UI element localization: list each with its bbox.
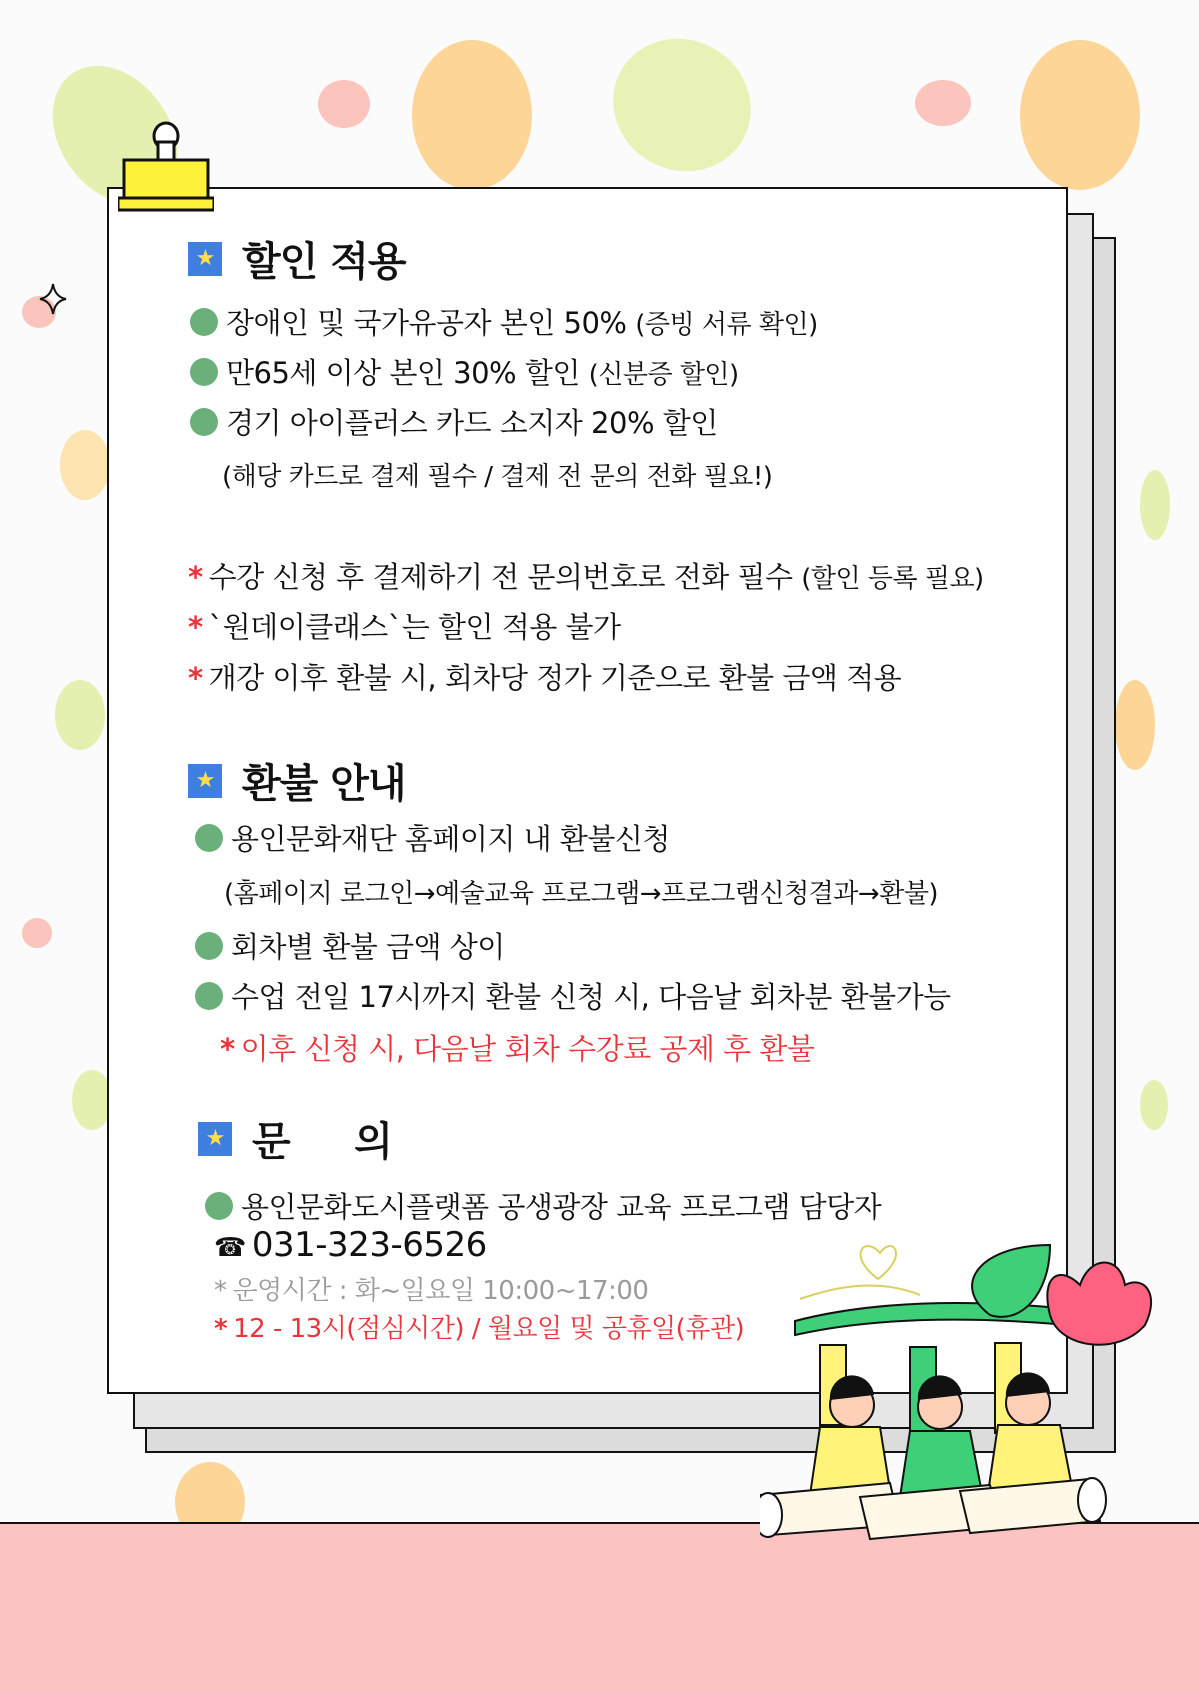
bullet-icon [205, 1192, 233, 1220]
asterisk: * [214, 1276, 227, 1306]
deco-petal-pink [915, 80, 971, 126]
asterisk: * [188, 661, 203, 695]
discount-item-text: 장애인 및 국가유공자 본인 50% [226, 306, 627, 340]
discount-note-text: 개강 이후 환불 시, 회차당 정가 기준으로 환불 금액 적용 [208, 661, 902, 695]
inquiry-contact-text: 용인문화도시플랫폼 공생광장 교육 프로그램 담당자 [241, 1190, 882, 1224]
inquiry-closed-text: 12 - 13시(점심시간) / 월요일 및 공휴일(휴관) [233, 1314, 745, 1344]
inquiry-hours-text: 운영시간 : 화~일요일 10:00~17:00 [232, 1276, 649, 1306]
refund-item [195, 925, 505, 966]
refund-item-text: 용인문화재단 홈페이지 내 환불신청 [231, 822, 670, 856]
refund-path: (홈페이지 로그인→예술교육 프로그램→프로그램신청결과→환불) [224, 879, 939, 909]
discount-note-text: 수강 신청 후 결제하기 전 문의번호로 전화 필수 [208, 560, 793, 594]
star-icon: ★ [188, 242, 222, 276]
inquiry-title: 문 의 [252, 1119, 392, 1165]
inquiry-contact [205, 1185, 881, 1226]
discount-card-note: (해당 카드로 결제 필수 / 결제 전 문의 전화 필요!) [222, 462, 773, 492]
discount-note [188, 555, 984, 596]
bullet-icon [190, 408, 218, 436]
bullet-icon [195, 982, 223, 1010]
discount-item [190, 351, 739, 392]
discount-item [190, 301, 818, 342]
discount-item [190, 401, 718, 442]
refund-item-text: 회차별 환불 금액 상이 [231, 930, 505, 964]
kids-tulip-illustration [760, 1235, 1180, 1565]
asterisk: * [214, 1314, 228, 1344]
discount-note [188, 605, 621, 646]
deco-leaf-green [55, 680, 105, 750]
section-title-refund [188, 752, 406, 809]
refund-item-text: 수업 전일 17시까지 환불 신청 시, 다음날 회차분 환불가능 [231, 980, 951, 1014]
discount-item-text: 경기 아이플러스 카드 소지자 20% 할인 [226, 406, 718, 440]
refund-warning-text: 이후 신청 시, 다음날 회차 수강료 공제 후 환불 [240, 1032, 815, 1066]
deco-leaf-green [72, 1070, 112, 1130]
inquiry-hours [214, 1270, 648, 1307]
sparkle-icon [38, 282, 68, 316]
section-title-discount [188, 230, 406, 287]
deco-fruit-orange [1115, 680, 1155, 770]
discount-item-note: (증빙 서류 확인) [635, 310, 818, 340]
refund-item [195, 975, 951, 1016]
binder-clip-icon [118, 118, 214, 214]
deco-petal-pink [22, 918, 52, 948]
bullet-icon [195, 932, 223, 960]
discount-item-note: (신분증 할인) [588, 360, 739, 390]
bullet-icon [190, 308, 218, 336]
deco-fruit-orange [60, 430, 110, 500]
deco-leaf-green [1140, 1080, 1168, 1130]
discount-note [188, 656, 901, 697]
deco-leaf-green [589, 14, 775, 197]
deco-leaf-green [1140, 470, 1170, 540]
asterisk: * [220, 1032, 235, 1066]
section-title-inquiry [198, 1110, 392, 1167]
bullet-icon [195, 824, 223, 852]
discount-title: 할인 적용 [242, 239, 406, 285]
deco-fruit-orange [1020, 40, 1140, 190]
phone-number[interactable]: 031-323-6526 [251, 1225, 487, 1265]
bullet-icon [190, 358, 218, 386]
refund-item [195, 817, 670, 858]
asterisk: * [188, 610, 203, 644]
star-icon: ★ [188, 764, 222, 798]
star-icon: ★ [198, 1122, 232, 1156]
asterisk: * [188, 560, 203, 594]
refund-title: 환불 안내 [242, 761, 406, 807]
inquiry-phone [214, 1225, 487, 1265]
deco-fruit-orange [412, 40, 532, 190]
deco-petal-pink [318, 80, 370, 128]
discount-item-text: 만65세 이상 본인 30% 할인 [226, 356, 580, 390]
phone-icon: ☎ [214, 1233, 246, 1263]
inquiry-closed [214, 1308, 744, 1345]
refund-warning [220, 1027, 814, 1068]
discount-note-text: `원데이클래스`는 할인 적용 불가 [208, 610, 621, 644]
discount-note-extra: (할인 등록 필요) [801, 564, 984, 594]
